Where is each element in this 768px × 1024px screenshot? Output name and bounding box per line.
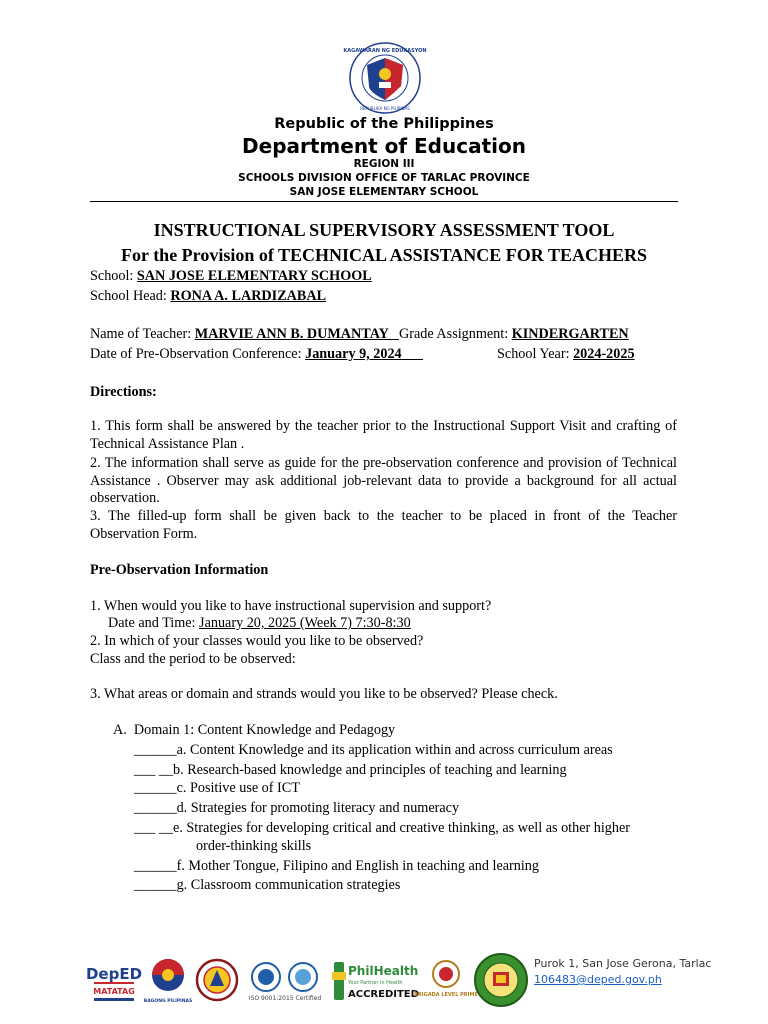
matatag-text: MATATAG [93, 987, 135, 996]
domain-item-blank[interactable]: ______ [134, 800, 177, 816]
question-1-date-value: January 20, 2025 (Week 7) 7:30-8:30 [199, 615, 411, 631]
domain-item-text: a. Content Knowledge and its application within and across curriculum areas [176, 742, 613, 758]
direction-item-3: 3. The filled-up form shall be given back to the teacher to be placed in front of the Teacher Observation Form. [90, 508, 677, 542]
teacher-line [90, 326, 629, 343]
domain-item-text: g. Classroom communication strategies [176, 877, 401, 893]
school-label: School: [90, 268, 137, 284]
accredited-text: ACCREDITED [348, 989, 419, 1000]
domain-item-e [134, 820, 630, 837]
teacher-value: MARVIE ANN B. DUMANTAY [194, 326, 400, 342]
question-2-sub: Class and the period to be observed: [90, 651, 296, 667]
conference-date-label: Date of Pre-Observation Conference: [90, 346, 306, 362]
domain-item-blank[interactable]: ___ __ [134, 820, 174, 836]
header-division: SCHOOLS DIVISION OFFICE OF TARLAC PROVINCE [238, 172, 530, 184]
iso-text: ISO 9001:2015 Certified [248, 995, 322, 1002]
header-divider [90, 201, 678, 202]
domain-item-e-continued: order-thinking skills [196, 838, 312, 854]
conference-date-value: January 9, 2024 [305, 346, 423, 362]
pre-observation-heading: Pre-Observation Information [90, 562, 269, 578]
question-2: 2. In which of your classes would you like to be observed? [90, 633, 424, 649]
school-head-label: School Head: [90, 288, 171, 304]
brigada-text: BRIGADA LEVEL PRIME [414, 992, 478, 998]
deped-matatag-logo [85, 955, 143, 1005]
domain-item-text: d. Strategies for promoting literacy and numeracy [176, 800, 460, 816]
header-department: Department of Education [242, 134, 526, 158]
domain-item-g [134, 877, 400, 894]
domain-1-label: A. Domain 1: Content Knowledge and Pedagogy [113, 722, 396, 738]
school-line [90, 268, 372, 285]
question-1: 1. When would you like to have instructional supervision and support? [90, 598, 492, 614]
school-year-label: School Year: [497, 346, 574, 362]
domain-item-blank[interactable]: ______ [134, 877, 177, 893]
school-head-value: RONA A. LARDIZABAL [170, 288, 327, 304]
domain-item-text: e. Strategies for developing critical and creative thinking, as well as other higher [173, 820, 631, 836]
domain-item-d [134, 800, 459, 817]
domain-item-a [134, 742, 613, 759]
brigada-level-prime-logo [414, 958, 478, 1006]
school-year-value: 2024-2025 [573, 346, 635, 362]
school-value: SAN JOSE ELEMENTARY SCHOOL [136, 268, 372, 284]
domain-item-text: f. Mother Tongue, Filipino and English in teaching and learning [176, 858, 539, 874]
footer-email-link[interactable]: 106483@deped.gov.ph [534, 973, 662, 986]
domain-item-f [134, 858, 539, 875]
philhealth-text: PhilHealth [348, 964, 419, 978]
domain-item-blank[interactable]: ______ [134, 742, 177, 758]
philhealth-tagline: Your Partner in Health [348, 980, 403, 986]
header-republic: Republic of the Philippines [274, 116, 494, 132]
grade-value: KINDERGARTEN [511, 326, 629, 342]
document-subtitle: For the Provision of TECHNICAL ASSISTANCE FOR TEACHERS [121, 245, 647, 265]
direction-item-2: 2. The information shall serve as guide for the pre-observation conference and provision of Technical Assistance . Observer may ask additional job-relevant data to provide a background for all actual observation. [90, 455, 677, 507]
school-head-line [90, 288, 326, 305]
grade-label: Grade Assignment: [399, 326, 512, 342]
seal-text-top: KAGAWARAN NG EDUKASYON [343, 48, 427, 54]
direction-item-1: 1. This form shall be answered by the teacher prior to the Instructional Support Visit and crafting of Technical Assistance Plan . [90, 418, 677, 452]
deped-logo-text: DepED [85, 965, 143, 983]
footer-address: Purok 1, San Jose Gerona, Tarlac [534, 957, 712, 970]
seal-text-bottom: REPUBLIKA NG PILIPINAS [360, 106, 410, 111]
bagong-pilipinas-text: BAGONG PILIPINAS [143, 999, 193, 1004]
header-region: REGION III [353, 158, 415, 170]
header-school: SAN JOSE ELEMENTARY SCHOOL [289, 186, 479, 198]
division-seal-icon [196, 958, 238, 1002]
bagong-pilipinas-logo [143, 955, 193, 1005]
question-3: 3. What areas or domain and strands would you like to be observed? Please check. [90, 686, 558, 702]
school-year-line [497, 346, 635, 363]
conference-date-line [90, 346, 423, 363]
domain-item-blank[interactable]: ______ [134, 780, 177, 796]
question-1-date-label: Date and Time: [108, 615, 200, 631]
directions-heading: Directions: [90, 384, 157, 400]
philhealth-accredited-logo [332, 958, 420, 1004]
domain-item-text: b. Research-based knowledge and principles of teaching and learning [173, 762, 567, 778]
domain-item-c [134, 780, 300, 797]
iso-certified-logo [248, 960, 322, 1004]
domain-item-blank[interactable]: ______ [134, 858, 177, 874]
domain-item-b [134, 762, 567, 779]
deped-seal-icon [343, 42, 427, 114]
domain-item-text: c. Positive use of ICT [176, 780, 300, 796]
school-seal-icon [474, 952, 528, 1008]
domain-item-blank[interactable]: ___ __ [134, 762, 174, 778]
teacher-label: Name of Teacher: [90, 326, 195, 342]
document-title: INSTRUCTIONAL SUPERVISORY ASSESSMENT TOOL [153, 220, 615, 240]
question-1-date-line [108, 615, 411, 632]
